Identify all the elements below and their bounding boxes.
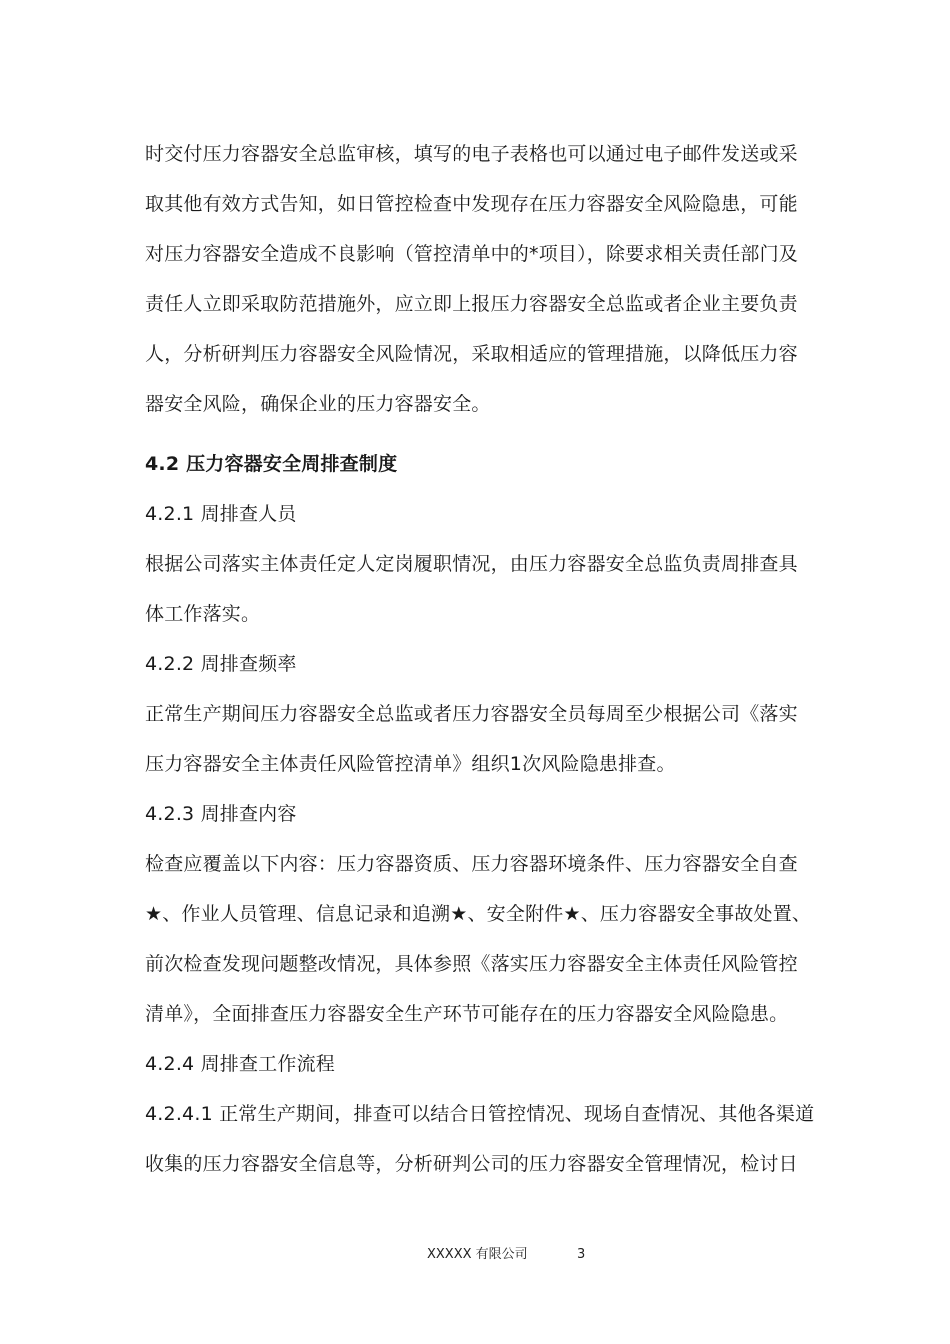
paragraph-line: 前次检查发现问题整改情况，具体参照《落实压力容器安全主体责任风险管控: [145, 953, 798, 975]
paragraph-line: 责任人立即采取防范措施外，应立即上报压力容器安全总监或者企业主要负责: [145, 293, 798, 315]
paragraph-line: 体工作落实。: [145, 603, 261, 625]
paragraph-line: 人，分析研判压力容器安全风险情况，采取相适应的管理措施，以降低压力容: [145, 343, 798, 365]
subsection-heading: 4.2.4 周排查工作流程: [145, 1053, 335, 1075]
paragraph-line: 取其他有效方式告知，如日管控检查中发现存在压力容器安全风险隐患，可能: [145, 193, 798, 215]
section-heading: 4.2 压力容器安全周排查制度: [145, 453, 398, 475]
paragraph-line: 器安全风险，确保企业的压力容器安全。: [145, 393, 491, 415]
subsection-heading: 4.2.2 周排查频率: [145, 653, 297, 675]
paragraph-line: 收集的压力容器安全信息等，分析研判公司的压力容器安全管理情况，检讨日: [145, 1153, 798, 1175]
paragraph-line: 时交付压力容器安全总监审核，填写的电子表格也可以通过电子邮件发送或采: [145, 143, 798, 165]
paragraph-line: 4.2.4.1 正常生产期间，排查可以结合日管控情况、现场自查情况、其他各渠道: [145, 1103, 815, 1125]
paragraph-line: 检查应覆盖以下内容：压力容器资质、压力容器环境条件、压力容器安全自查: [145, 853, 798, 875]
paragraph-line: 根据公司落实主体责任定人定岗履职情况，由压力容器安全总监负责周排查具: [145, 553, 798, 575]
footer-company: XXXXX 有限公司: [427, 1247, 528, 1262]
paragraph-line: 清单》，全面排查压力容器安全生产环节可能存在的压力容器安全风险隐患。: [145, 1003, 789, 1025]
paragraph-line: 正常生产期间压力容器安全总监或者压力容器安全员每周至少根据公司《落实: [145, 703, 798, 725]
subsection-heading: 4.2.1 周排查人员: [145, 503, 297, 525]
paragraph-line: 压力容器安全主体责任风险管控清单》组织1次风险隐患排查。: [145, 753, 676, 775]
subsection-heading: 4.2.3 周排查内容: [145, 803, 297, 825]
paragraph-line: 对压力容器安全造成不良影响（管控清单中的*项目），除要求相关责任部门及: [145, 243, 799, 265]
paragraph-line: ★、作业人员管理、信息记录和追溯★、安全附件★、压力容器安全事故处置、: [145, 903, 812, 925]
footer-page-number: 3: [577, 1247, 586, 1262]
